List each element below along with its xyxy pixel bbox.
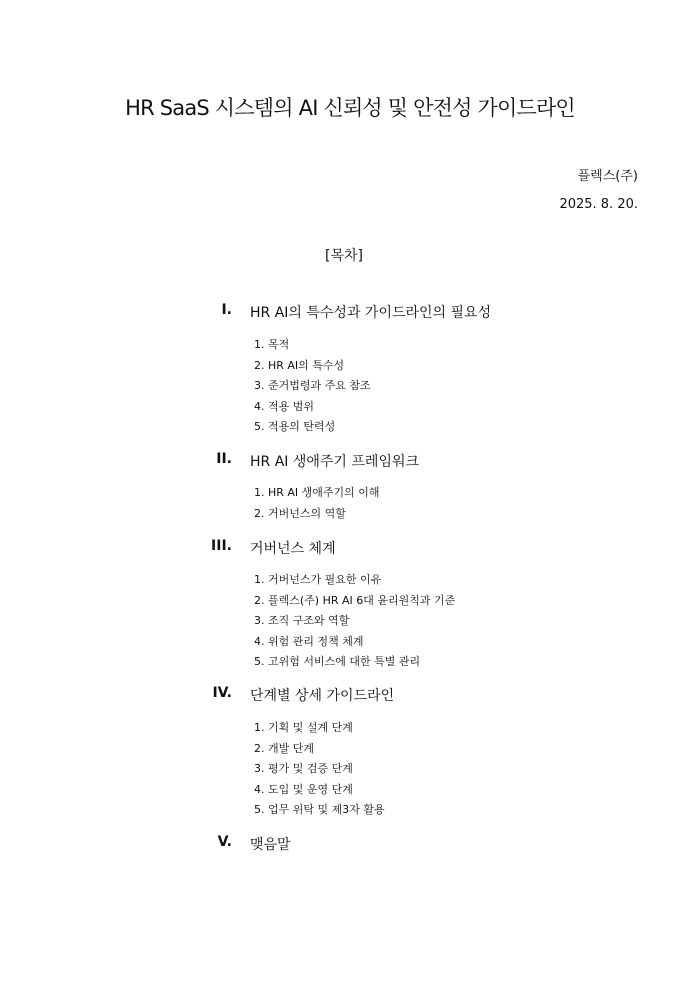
toc-section-label: HR AI 생애주기 프레임워크 (250, 454, 420, 470)
toc-subsection-item: 3. 준거법령과 주요 참조 (254, 379, 371, 392)
toc-subsection-item: 2. HR AI의 특수성 (254, 358, 345, 372)
toc-section-label: 거버넌스 체계 (250, 541, 336, 557)
toc-section-label: HR AI의 특수성과 가이드라인의 필요성 (250, 305, 492, 321)
toc-subsection-item: 3. 조직 구조와 역할 (254, 614, 350, 627)
toc-subsection-item: 4. 위험 관리 정책 체계 (254, 634, 364, 648)
toc-subsection-list (254, 721, 385, 824)
toc-subsection-item: 1. 기획 및 설계 단계 (254, 721, 353, 734)
toc-subsection-item: 3. 평가 및 검증 단계 (254, 762, 353, 775)
toc-subsection-item: 1. 목적 (254, 338, 290, 351)
document-date: 2025. 8. 20. (559, 197, 638, 212)
toc-subsection-list (254, 573, 455, 676)
toc-section-number: II. (216, 451, 232, 467)
toc-section-label: 맺음말 (250, 837, 291, 853)
document-title: HR SaaS 시스템의 AI 신뢰성 및 안전성 가이드라인 (125, 96, 575, 120)
toc-subsection-item: 2. 플렉스(주) HR AI 6대 윤리원칙과 기준 (254, 593, 456, 607)
toc-subsection-list (254, 486, 380, 527)
toc-subsection-item: 1. HR AI 생애주기의 이해 (254, 486, 380, 499)
toc-subsection-item: 4. 적용 범위 (254, 399, 314, 413)
toc-subsection-item: 1. 거버넌스가 필요한 이유 (254, 573, 382, 586)
toc-section-number: V. (217, 834, 232, 850)
toc-section-number: I. (221, 302, 232, 318)
toc-subsection-item: 5. 고위험 서비스에 대한 특별 관리 (254, 655, 421, 668)
toc-subsection-item: 4. 도입 및 운영 단계 (254, 782, 353, 796)
toc-section-number: III. (211, 538, 232, 554)
toc-subsection-item: 5. 적용의 탄력성 (254, 420, 336, 433)
toc-section-label: 단계별 상세 가이드라인 (250, 688, 395, 704)
toc-subsection-list (254, 338, 371, 441)
company-name: 플렉스(주) (577, 169, 638, 184)
toc-heading: [목차] (325, 248, 363, 264)
toc-subsection-item: 5. 업무 위탁 및 제3자 활용 (254, 803, 385, 816)
toc-subsection-item: 2. 개발 단계 (254, 741, 314, 755)
toc-subsection-item: 2. 거버넌스의 역할 (254, 506, 346, 520)
toc-section-number: IV. (212, 685, 232, 701)
